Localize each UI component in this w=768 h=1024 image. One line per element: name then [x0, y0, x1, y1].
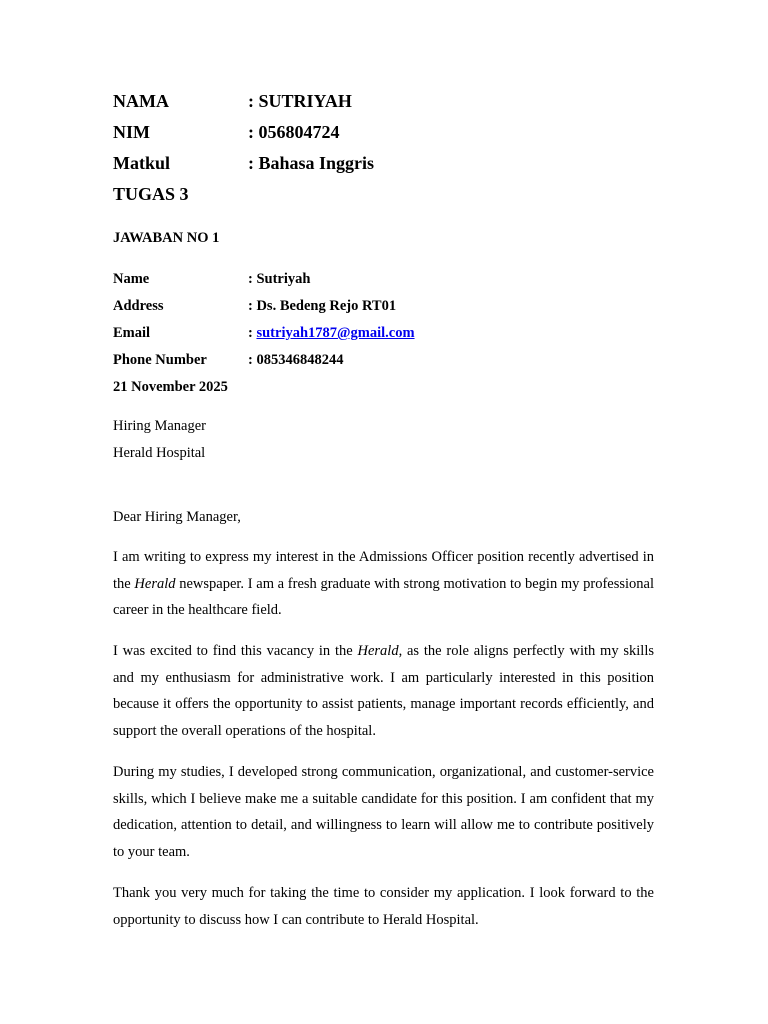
section-title: JAWABAN NO 1	[113, 230, 220, 246]
paragraph-2	[113, 638, 654, 744]
info-phone-label: Phone Number	[113, 352, 207, 368]
header-nim-label: NIM	[113, 122, 150, 142]
salutation: Dear Hiring Manager,	[113, 509, 241, 525]
paragraph-3: During my studies, I developed strong communication, organizational, and customer-service skills, which I believe make me a suitable candidate for this position. I am confident that my dedication, attention to detail, and willingness to learn will allow me to contribute positively to your team.	[113, 764, 654, 860]
header-nama-label: NAMA	[113, 91, 169, 111]
info-name-row	[113, 266, 654, 293]
header-nim-row	[113, 117, 654, 148]
info-email-row	[113, 320, 654, 347]
header-matkul-label: Matkul	[113, 153, 171, 173]
contact-info	[113, 266, 654, 401]
paragraph-2-end: , as the role aligns perfectly with my skills and my enthusiasm for administrative work. I am particularly interested in this position because it offers the opportunity to assist patients, manage important records efficiently, and support the overall operations of the hospital.	[113, 643, 654, 740]
header-nim-value: : 056804724	[248, 122, 340, 142]
document-page	[113, 86, 654, 948]
paragraph-2-start: I was excited to find this vacancy in the	[113, 643, 358, 660]
info-email-label: Email	[113, 325, 151, 341]
recipient-line-2: Herald Hospital	[113, 445, 206, 461]
header-tugas: TUGAS 3	[113, 184, 189, 204]
info-name-value: : Sutriyah	[248, 271, 311, 287]
paragraph-1-start: I am writing to express my interest in the Admissions Officer position recently advertised in the	[113, 549, 654, 592]
info-address-label: Address	[113, 298, 164, 314]
info-address-value: : Ds. Bedeng Rejo RT01	[248, 298, 397, 314]
paragraph-4: Thank you very much for taking the time to consider my application. I look forward to the opportunity to discuss how I can contribute to Herald Hospital.	[113, 885, 654, 928]
paragraph-1	[113, 544, 654, 624]
header-nama-row	[113, 86, 654, 117]
recipient-line-1: Hiring Manager	[113, 418, 207, 434]
header-matkul-value: : Bahasa Inggris	[248, 153, 375, 173]
paragraph-1-end: newspaper. I am a fresh graduate with strong motivation to begin my professional career in the healthcare field.	[113, 575, 654, 619]
email-link[interactable]: sutriyah1787@gmail.com	[256, 325, 415, 341]
info-address-row	[113, 293, 654, 320]
header-matkul-row	[113, 148, 654, 179]
info-phone-row	[113, 347, 654, 374]
header-tugas-row	[113, 179, 654, 210]
info-email-prefix: :	[248, 325, 257, 341]
info-name-label: Name	[113, 271, 150, 287]
paragraph-2-italic: Herald	[357, 643, 399, 660]
recipient-block	[113, 413, 654, 467]
info-phone-value: : 085346848244	[248, 352, 344, 368]
header-nama-value: : SUTRIYAH	[248, 91, 352, 111]
letter-date: 21 November 2025	[113, 379, 228, 395]
paragraph-1-italic: Herald	[134, 575, 176, 592]
